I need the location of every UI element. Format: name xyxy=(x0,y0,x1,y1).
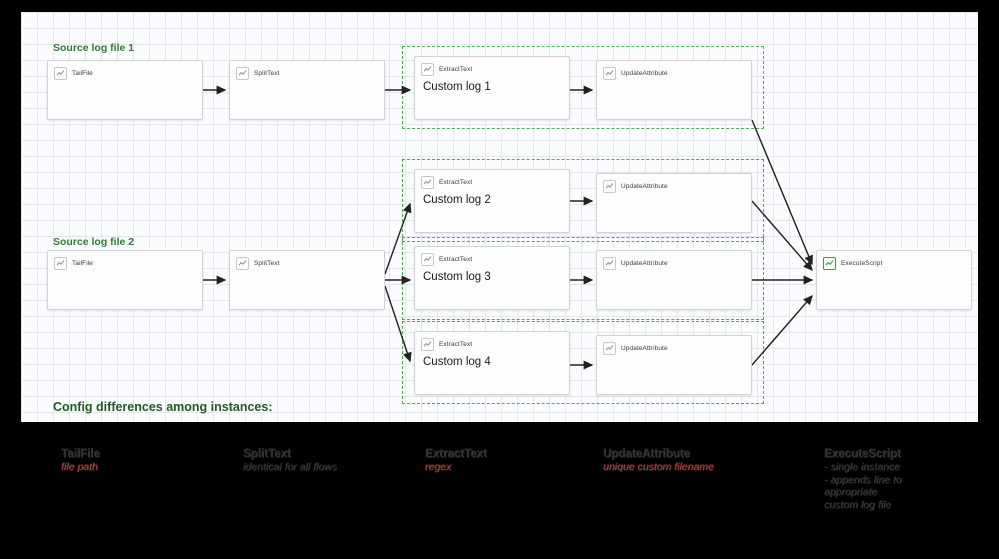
legend-note-line: regex xyxy=(425,461,452,473)
processor-type-label: UpdateAttribute xyxy=(621,69,668,77)
executescript-icon xyxy=(823,257,836,270)
processor-node-extracttext-2[interactable] xyxy=(414,169,570,233)
legend-note xyxy=(243,461,337,474)
processor-node-extracttext-1[interactable] xyxy=(414,56,570,120)
processor-type-label: UpdateAttribute xyxy=(621,344,668,352)
node-header xyxy=(597,61,751,81)
section-label-source-log-file-2: Source log file 2 xyxy=(53,236,135,248)
processor-node-updateattribute-4[interactable] xyxy=(596,335,752,395)
legend-name: UpdateAttribute xyxy=(603,448,690,460)
legend-name: TailFile xyxy=(61,448,100,460)
legend-item-tailfile xyxy=(61,448,100,474)
legend-item-updateattribute xyxy=(603,448,714,474)
tailfile-icon xyxy=(54,257,67,270)
legend-note-line: - appends line to xyxy=(824,473,902,486)
processor-type-label: TailFile xyxy=(72,259,94,267)
processor-node-splittext-1[interactable] xyxy=(229,60,385,120)
updateattribute-icon xyxy=(603,257,616,270)
processor-type-label: TailFile xyxy=(72,69,94,77)
node-header xyxy=(415,57,569,77)
legend-note-line: appropriate xyxy=(824,486,878,498)
processor-type-label: SplitText xyxy=(254,69,280,77)
processor-node-splittext-2[interactable] xyxy=(229,250,385,310)
node-header xyxy=(415,332,569,352)
processor-node-executescript[interactable] xyxy=(816,250,972,310)
legend-item-extracttext xyxy=(425,448,487,474)
legend-note xyxy=(824,461,902,511)
processor-type-label: ExtractText xyxy=(439,340,473,348)
node-header xyxy=(817,251,971,271)
node-header xyxy=(48,61,202,81)
legend-note-line: - single instance xyxy=(824,461,900,473)
updateattribute-icon xyxy=(603,67,616,80)
node-header xyxy=(230,251,384,271)
legend xyxy=(21,440,978,550)
legend-name: ExtractText xyxy=(425,448,487,460)
processor-node-tailfile-1[interactable] xyxy=(47,60,203,120)
processor-type-label: ExtractText xyxy=(439,255,473,263)
flow-canvas[interactable] xyxy=(21,12,978,422)
processor-node-updateattribute-1[interactable] xyxy=(596,60,752,120)
processor-title: Custom log 2 xyxy=(423,194,491,206)
legend-item-executescript xyxy=(824,448,902,511)
processor-type-label: UpdateAttribute xyxy=(621,182,668,190)
tailfile-icon xyxy=(54,67,67,80)
legend-note xyxy=(61,461,100,474)
node-header xyxy=(597,251,751,271)
processor-node-extracttext-3[interactable] xyxy=(414,246,570,310)
processor-type-label: ExtractText xyxy=(439,65,473,73)
splittext-icon xyxy=(236,257,249,270)
extracttext-icon xyxy=(421,253,434,266)
processor-type-label: ExtractText xyxy=(439,178,473,186)
processor-type-label: SplitText xyxy=(254,259,280,267)
node-header xyxy=(415,247,569,267)
node-header xyxy=(597,336,751,356)
legend-note-line: identical for all flows xyxy=(243,461,337,473)
processor-title: Custom log 3 xyxy=(423,271,491,283)
processor-node-updateattribute-3[interactable] xyxy=(596,250,752,310)
updateattribute-icon xyxy=(603,180,616,193)
extracttext-icon xyxy=(421,338,434,351)
section-label-source-log-file-1: Source log file 1 xyxy=(53,42,135,54)
legend-note-line: file path xyxy=(61,461,98,473)
legend-note xyxy=(603,461,714,474)
processor-node-extracttext-4[interactable] xyxy=(414,331,570,395)
processor-node-updateattribute-2[interactable] xyxy=(596,173,752,233)
node-header xyxy=(597,174,751,194)
processor-title: Custom log 1 xyxy=(423,81,491,93)
legend-name: ExecuteScript xyxy=(824,448,901,460)
processor-title: Custom log 4 xyxy=(423,356,491,368)
legend-item-splittext xyxy=(243,448,337,474)
processor-type-label: UpdateAttribute xyxy=(621,259,668,267)
processor-node-tailfile-2[interactable] xyxy=(47,250,203,310)
legend-note xyxy=(425,461,487,474)
processor-type-label: ExecuteScript xyxy=(841,259,883,267)
config-differences-label: Config differences among instances: xyxy=(53,400,273,414)
splittext-icon xyxy=(236,67,249,80)
legend-note-line: unique custom filename xyxy=(603,461,714,473)
legend-name: SplitText xyxy=(243,448,291,460)
updateattribute-icon xyxy=(603,342,616,355)
legend-note-line: custom log file xyxy=(824,498,892,511)
node-header xyxy=(415,170,569,190)
node-header xyxy=(230,61,384,81)
node-header xyxy=(48,251,202,271)
extracttext-icon xyxy=(421,63,434,76)
extracttext-icon xyxy=(421,176,434,189)
